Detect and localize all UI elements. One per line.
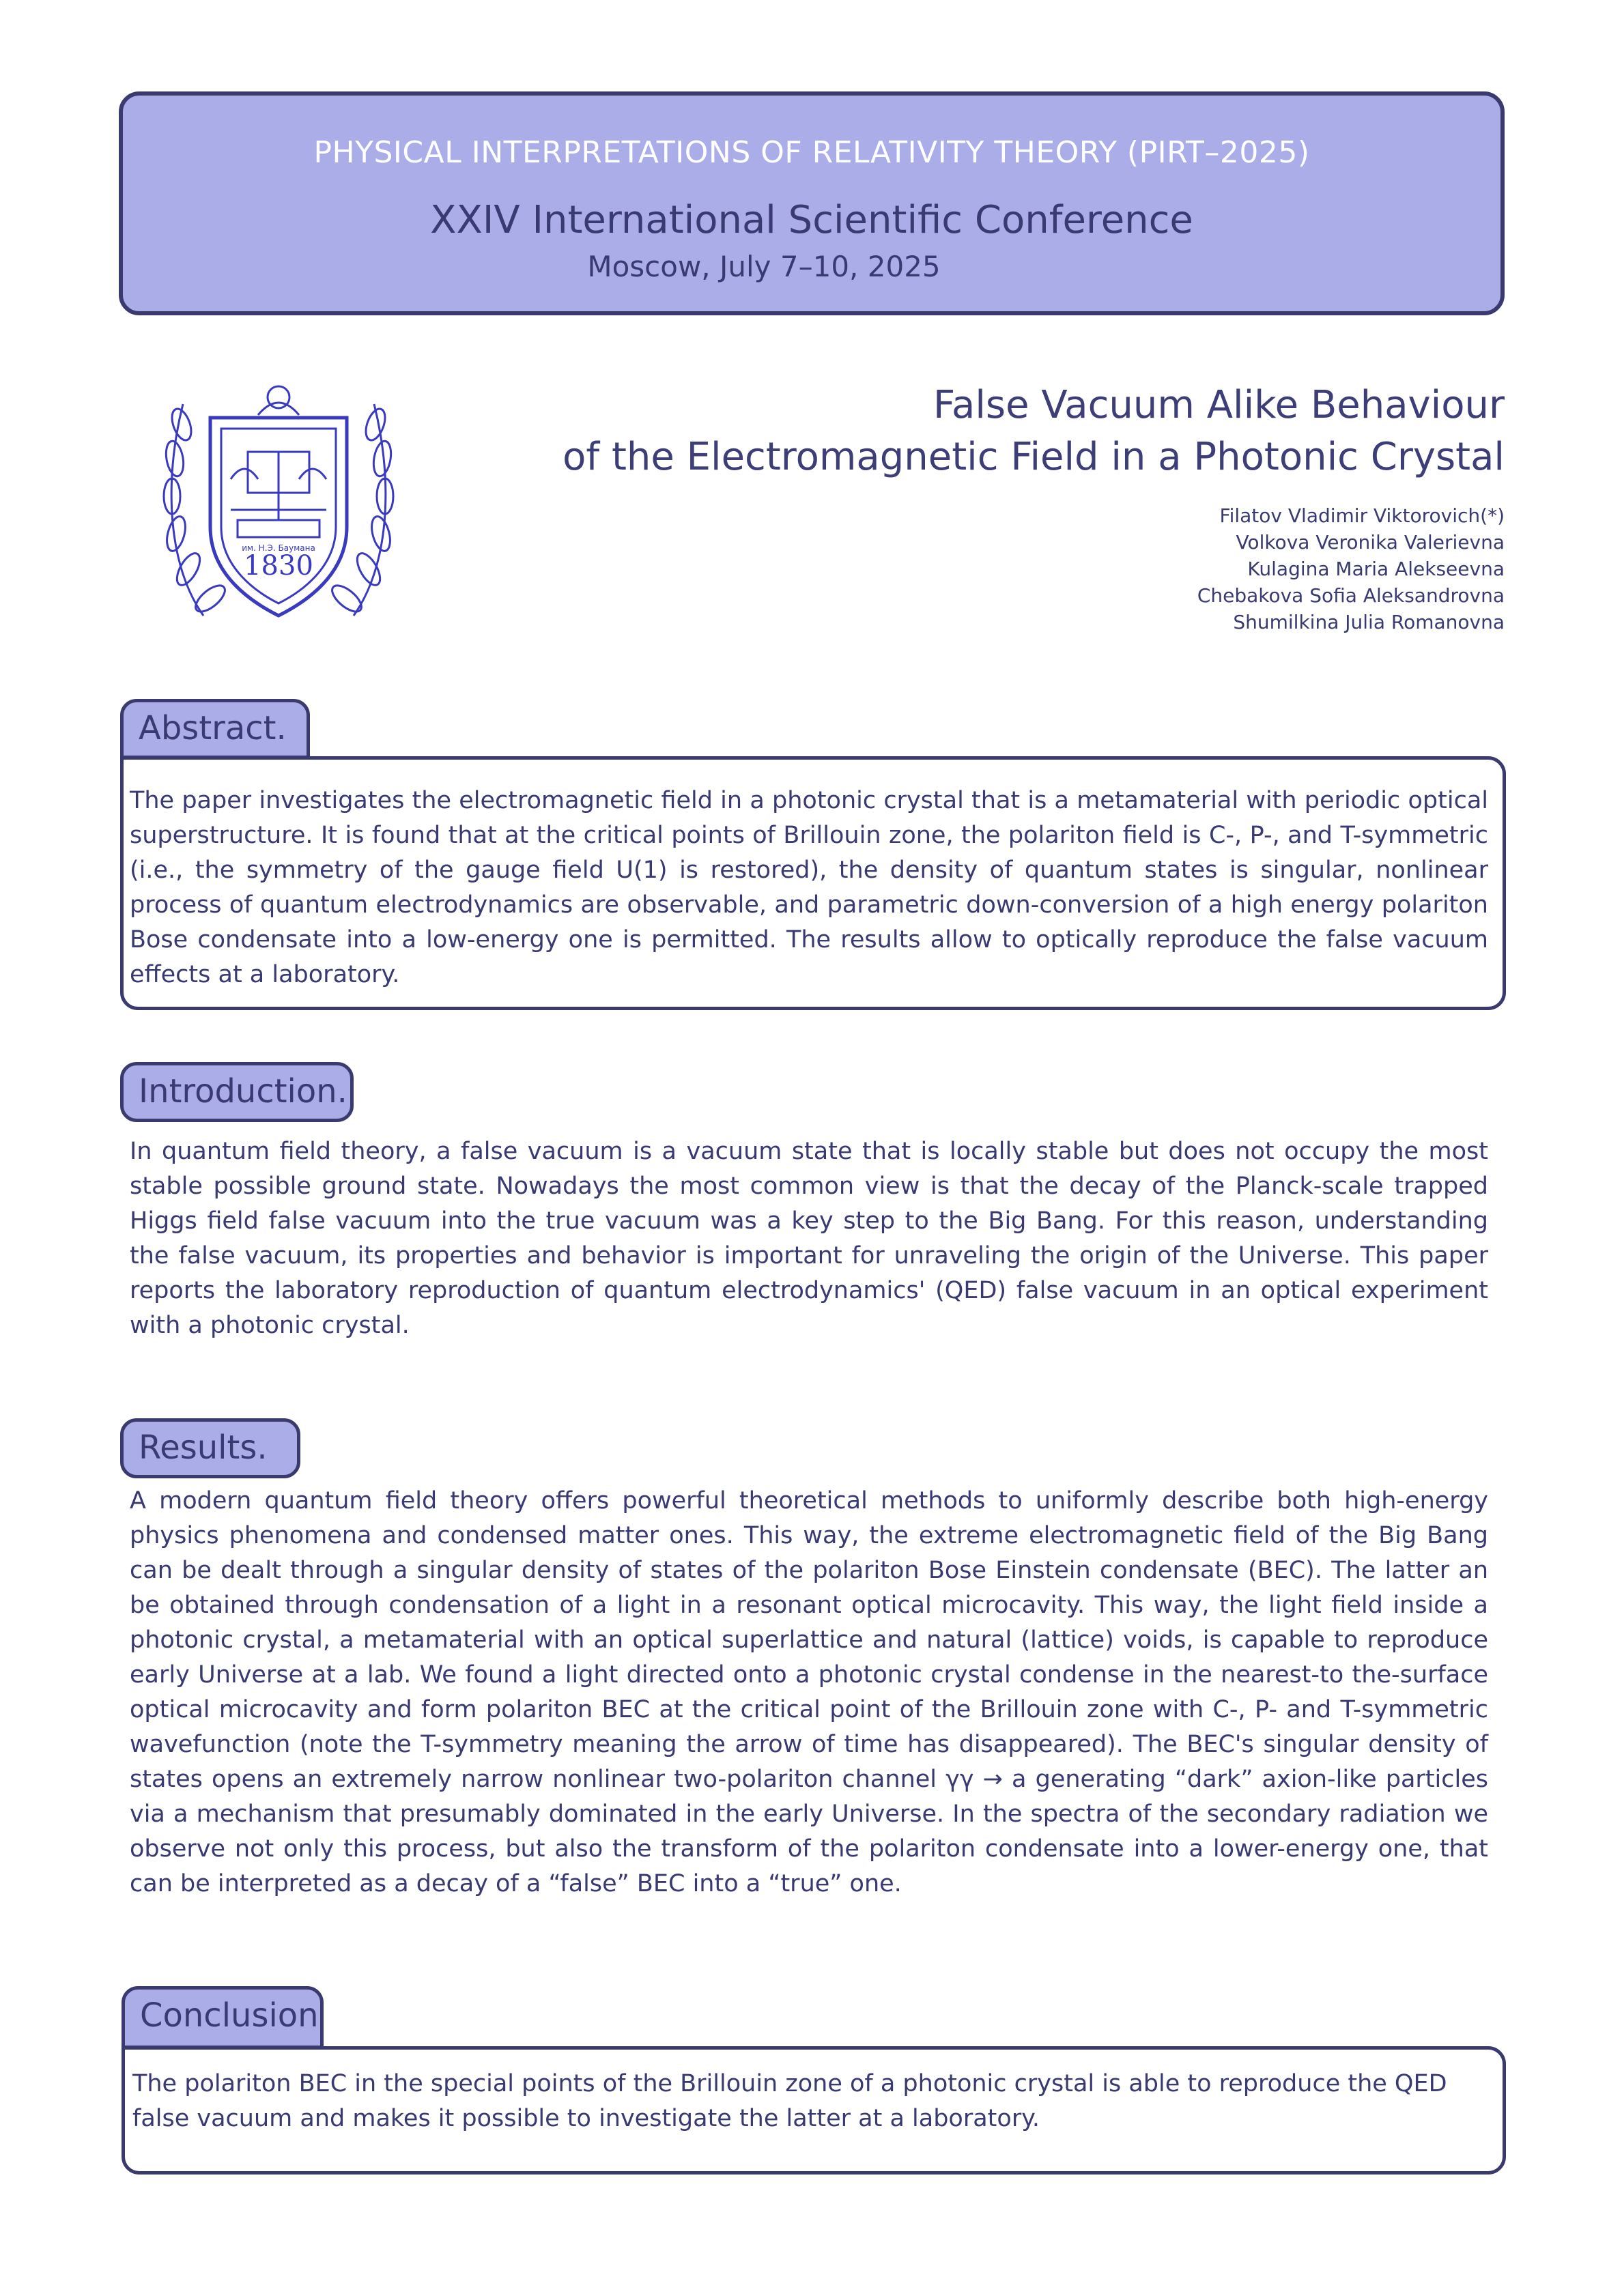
conclusion-text: The polariton BEC in the special points of the Brillouin zone of a photonic crystal is able to reproduce the QED false vacuum and makes it possible to investigate the latter at a laboratory.	[132, 2070, 1447, 2132]
conference-series-title: PHYSICAL INTERPRETATIONS OF RELATIVITY THEORY (PIRT–2025)	[313, 135, 1310, 170]
emblem-ribbon: им. Н.Э. Баумана	[242, 543, 315, 553]
emblem-icon	[156, 377, 401, 636]
conference-name: XXIV International Scientific Conference	[430, 198, 1193, 242]
conclusion-heading: Conclusion	[122, 1986, 324, 2049]
abstract-heading: Abstract.	[120, 699, 310, 759]
introduction-text: In quantum field theory, a false vacuum is a vacuum state that is locally stable but does not occupy the most stable possible ground state. Nowadays the most common view is that the decay of the Planck-scale trapped Higgs field false vacuum into the true vacuum was a key step to the Big Bang. For this reason, understanding the false vacuum, its properties and behavior is important for unraveling the origin of the Universe. This paper reports the laboratory reproduction of quantum electrodynamics' (QED) false vacuum in an optical experiment with a photonic crystal.	[130, 1138, 1488, 1339]
paper-title-line-1: False Vacuum Alike Behaviour	[933, 383, 1505, 427]
paper-title-line-2: of the Electromagnetic Field in a Photonic Crystal	[563, 435, 1505, 479]
paper-title	[481, 379, 1505, 483]
conference-location-date: Moscow, July 7–10, 2025	[587, 250, 941, 283]
conference-banner	[119, 91, 1505, 315]
introduction-heading: Introduction.	[120, 1062, 354, 1122]
university-emblem	[156, 377, 401, 636]
author-3: Kulagina Maria Alekseevna	[1247, 558, 1505, 580]
results-heading: Results.	[120, 1418, 300, 1478]
author-2: Volkova Veronika Valerievna	[1236, 531, 1505, 554]
author-4: Chebakova Sofia Aleksandrovna	[1197, 584, 1505, 607]
author-list	[1197, 502, 1505, 635]
author-1: Filatov Vladimir Viktorovich(*)	[1219, 504, 1505, 527]
author-5: Shumilkina Julia Romanovna	[1233, 611, 1505, 633]
abstract-text: The paper investigates the electromagnetic field in a photonic crystal that is a metamaterial with periodic optical superstructure. It is found that at the critical points of Brillouin zone, the polariton field is C-, P-, and T-symmetric (i.e., the symmetry of the gauge field U(1) is restored), the density of quantum states is singular, nonlinear process of quantum electrodynamics are observable, and parametric down-conversion of a high energy polariton Bose condensate into a low-energy one is permitted. The results allow to optically reproduce the false vacuum effects at a laboratory.	[130, 787, 1488, 988]
emblem-year: 1830	[244, 550, 313, 582]
results-text: A modern quantum field theory offers powerful theoretical methods to uniformly describe both high-energy physics phenomena and condensed matter ones. This way, the extreme electromagnetic field of the Big Bang can be dealt through a singular density of states of the polariton Bose Einstein condensate (BEC). The latter an be obtained through condensation of a light in a resonant optical microcavity. This way, the light field inside a photonic crystal, a metamaterial with an optical superlattice and natural (lattice) voids, is capable to reproduce early Universe at a lab. We found a light directed onto a photonic crystal condense in the nearest-to the-surface optical microcavity and form polariton BEC at the critical point of the Brillouin zone with C-, P- and T-symmetric wavefunction (note the T-symmetry meaning the arrow of time has disappeared). The BEC's singular density of states opens an extremely narrow nonlinear two-polariton channel γγ → a generating “dark” axion-like particles via a mechanism that presumably dominated in the early Universe. In the spectra of the secondary radiation we observe not only this process, but also the transform of the polariton condensate into a lower-energy one, that can be interpreted as a decay of a “false” BEC into a “true” one.	[130, 1487, 1488, 1897]
